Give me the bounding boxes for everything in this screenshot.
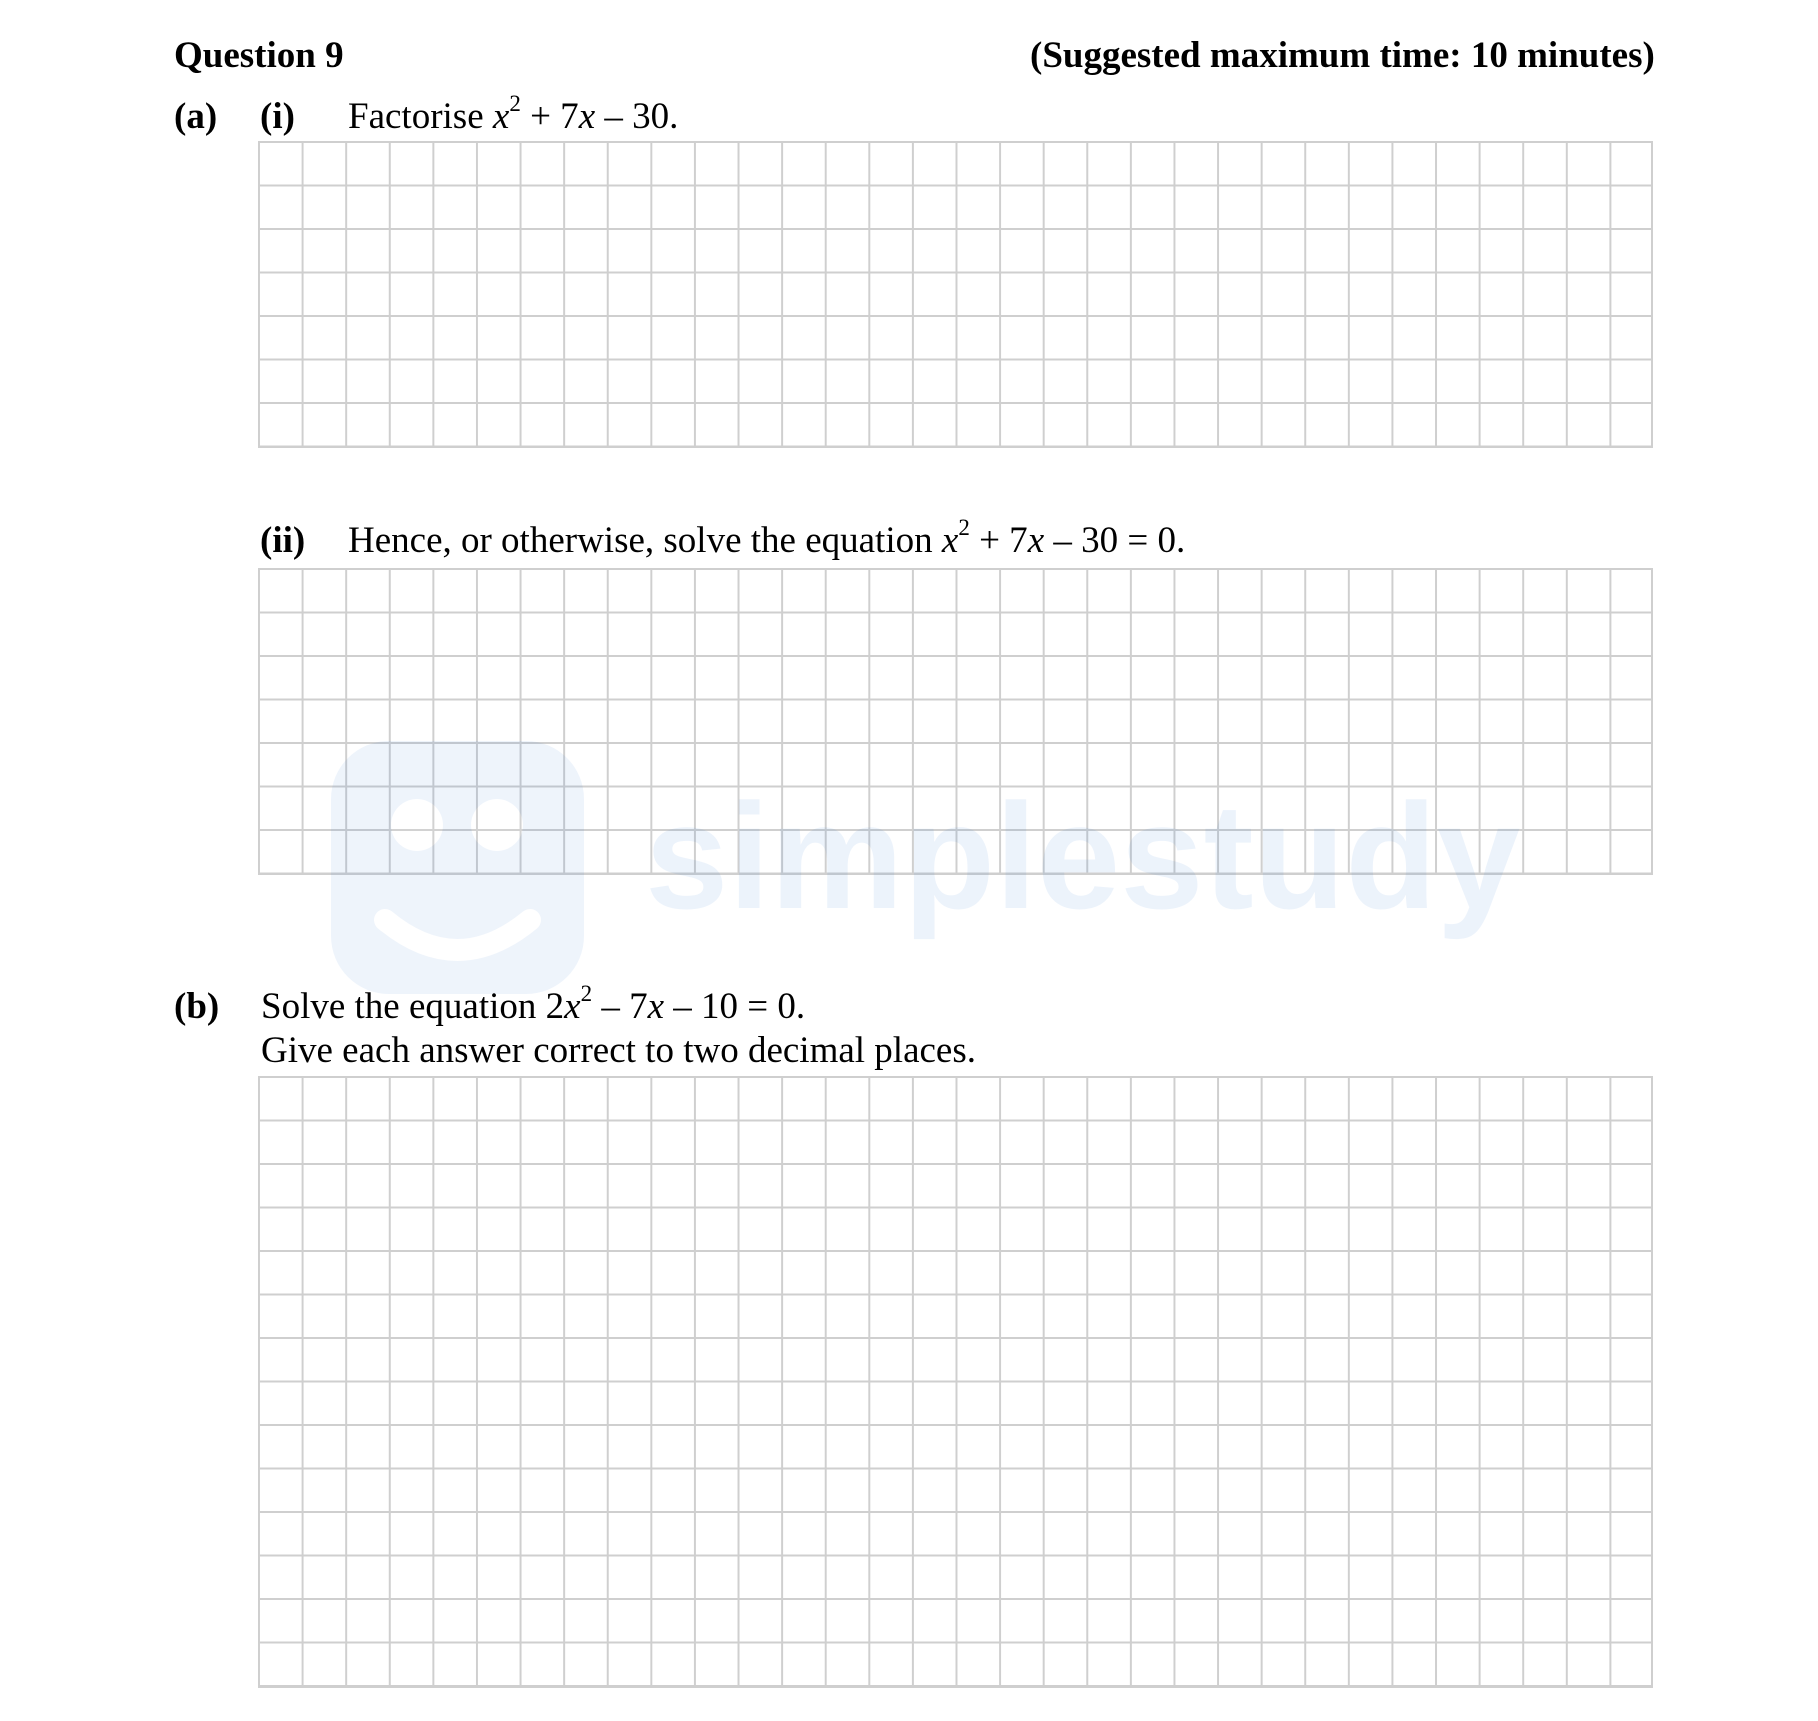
question-title: Question 9 [174,35,344,76]
time-note: (Suggested maximum time: 10 minutes) [1030,35,1655,76]
answer-grid-a-ii[interactable] [258,568,1653,875]
part-b-expression: $2x^2 - 7x - 10 = 0$. [545,981,806,1027]
part-b-text: Solve the equation [261,986,537,1027]
part-a-ii-expression: $x^2 + 7x - 30 = 0$. [941,515,1186,561]
part-a-i-label: (i) [260,96,295,137]
part-a-i-expression: $x^2 + 7x - 30$. [492,91,679,137]
part-a-i-text: Factorise [348,96,484,137]
part-b-instruction: Give each answer correct to two decimal places. [261,1030,976,1071]
answer-grid-a-i[interactable] [258,141,1653,448]
part-a-i-question [348,91,679,139]
part-a-label: (a) [174,96,218,137]
answer-grid-b[interactable] [258,1076,1653,1688]
part-a-ii-question [348,515,1186,563]
part-a-ii-label: (ii) [260,520,306,561]
part-b-question [261,981,806,1029]
part-a-ii-text: Hence, or otherwise, solve the equation [348,520,933,561]
part-b-label: (b) [174,986,220,1027]
